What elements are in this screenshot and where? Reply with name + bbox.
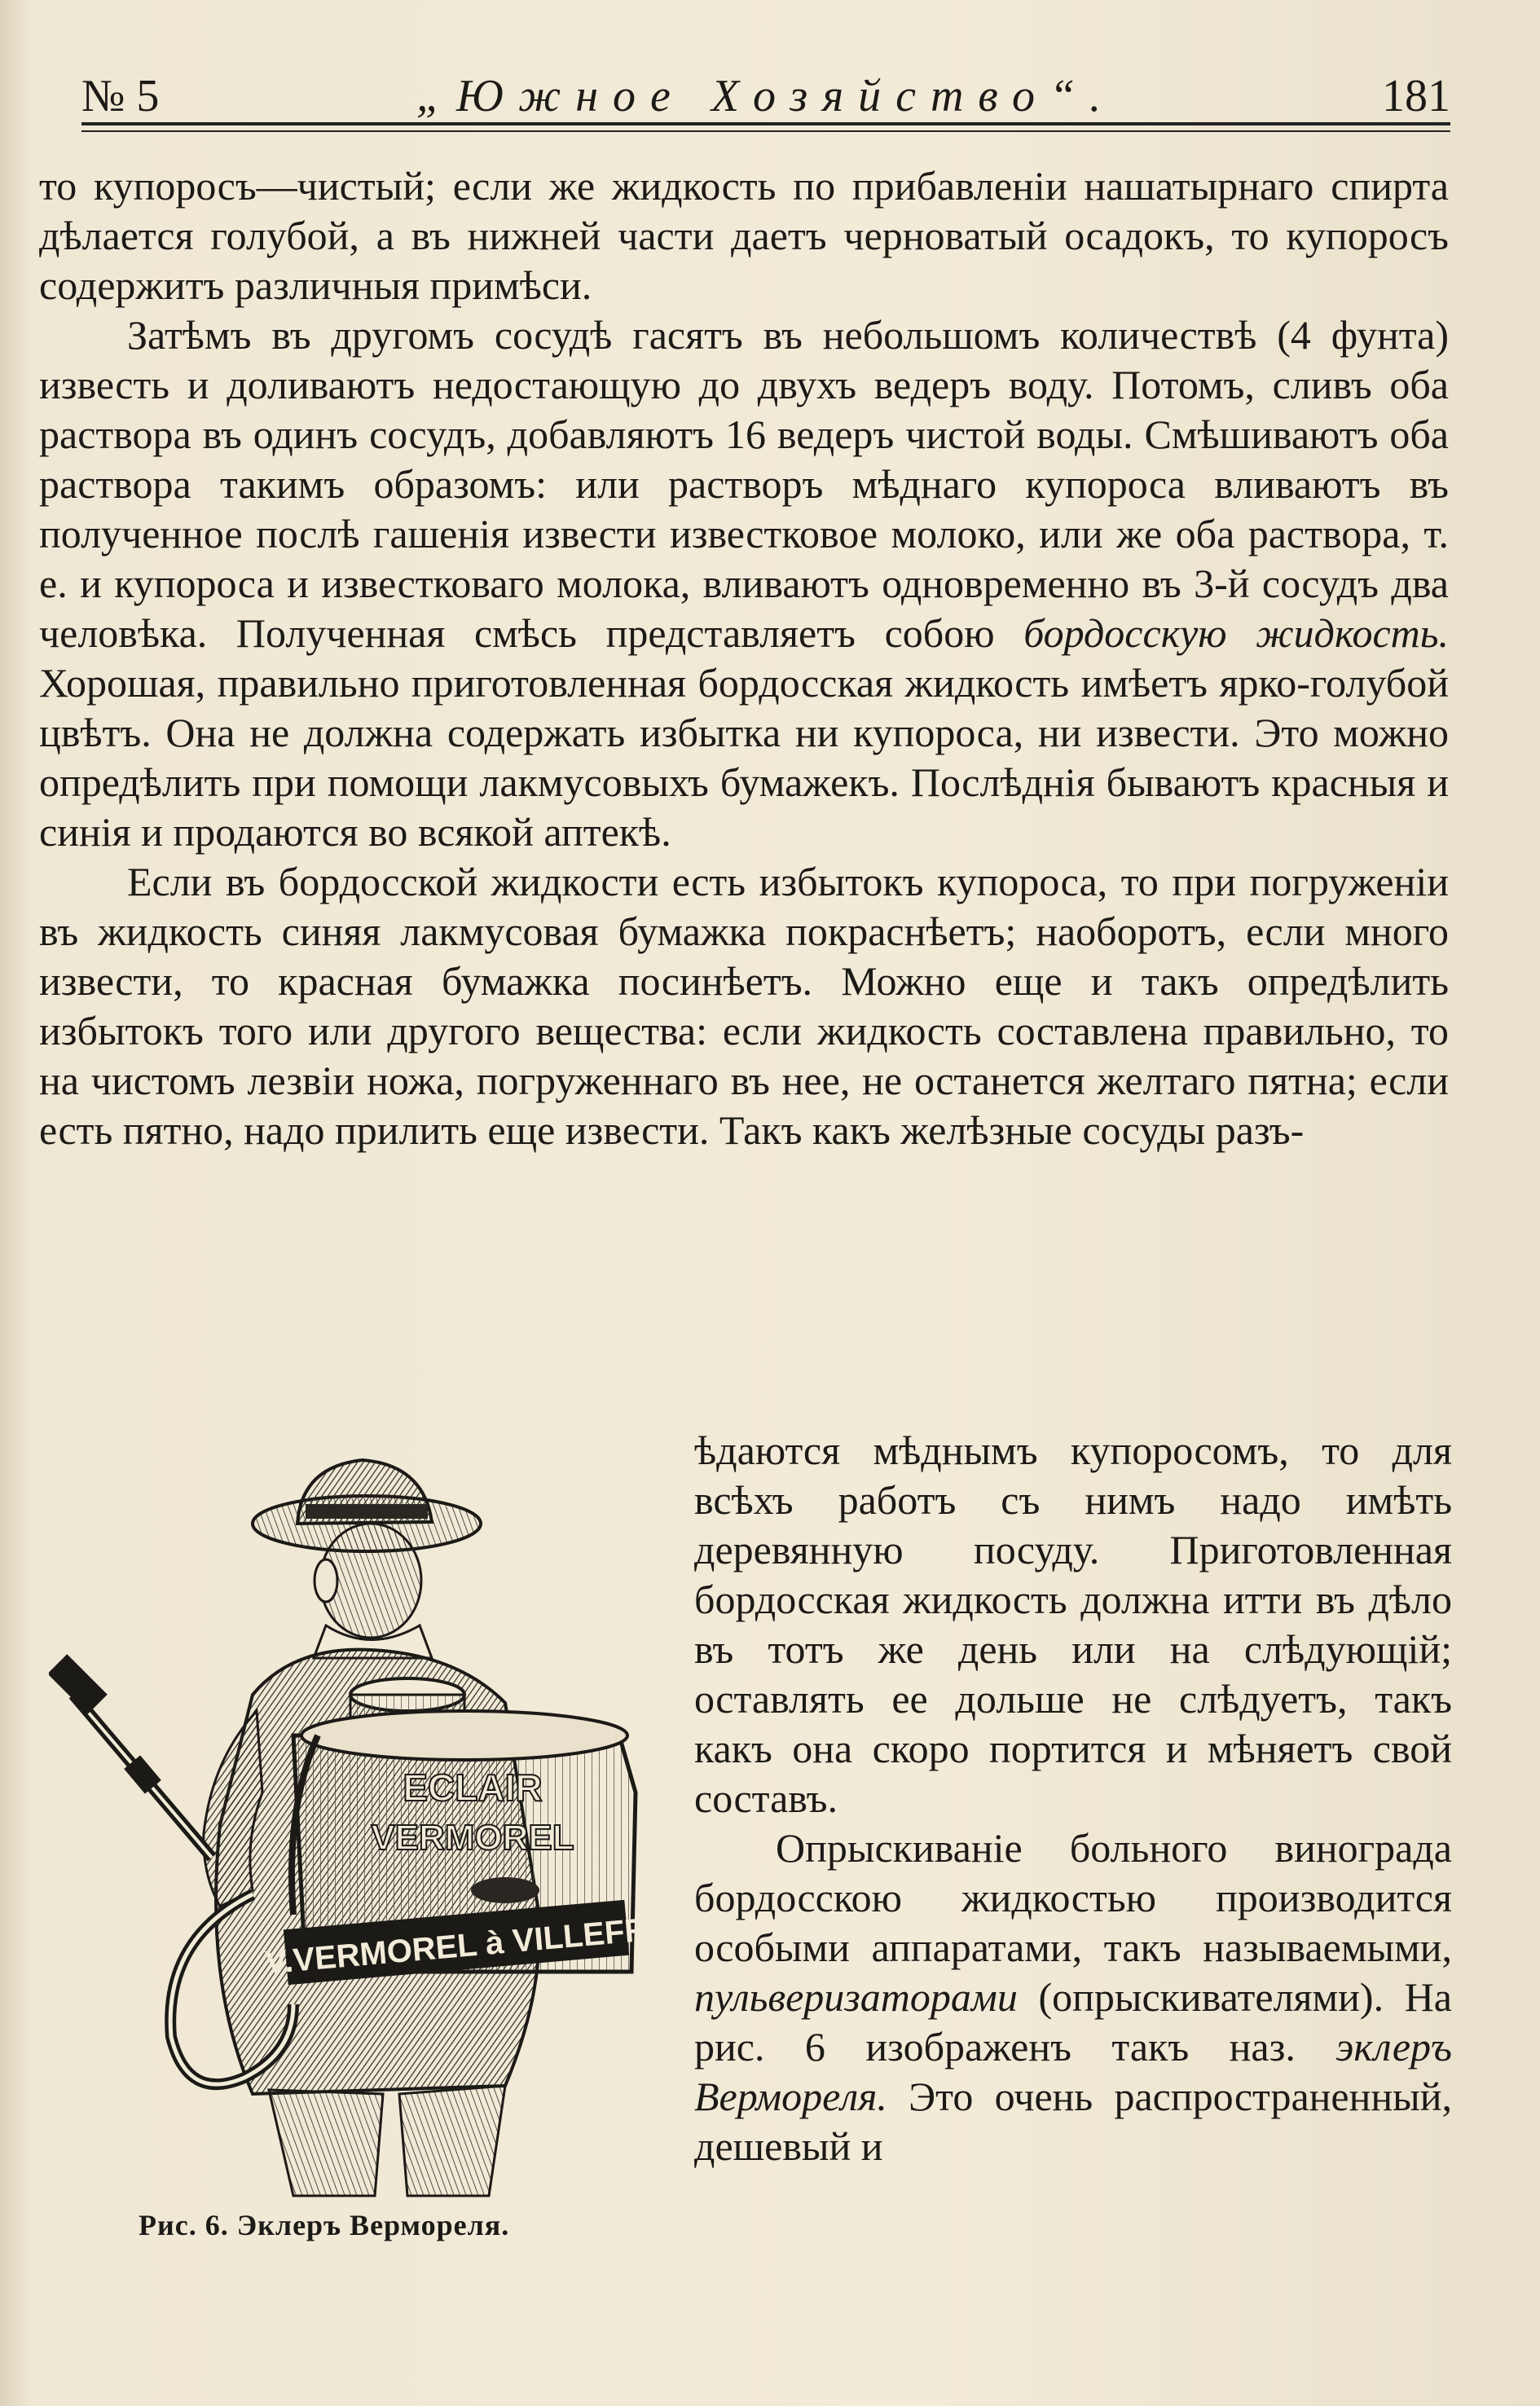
tank-label-vermorel: VERMOREL <box>371 1818 574 1858</box>
journal-title: „Южное Хозяйство“. <box>416 71 1116 121</box>
term-vermorel-eclair: эклеръ Верморeля. <box>694 2024 1452 2119</box>
paragraph-2-text-b: Хорошая, правильно приготовленная бордосская жидкость имѣетъ ярко-голубой цвѣтъ. Она не должна содержать избытка ни купороса, ни извести. Это можно опредѣлить при помощи лакмусовыхъ бумажекъ. Послѣднія бываютъ красныя и синія и продаются во всякой аптекѣ. <box>39 660 1449 855</box>
header-rule-thin <box>81 130 1450 132</box>
header-rule-thick <box>81 122 1450 125</box>
tank-label-eclair: ECLAIR <box>403 1766 543 1809</box>
paragraph-4-text-b: (опрыскивателями). На рис. 6 изображенъ такъ наз. <box>694 1974 1452 2070</box>
paragraph-4 <box>694 1823 1452 2171</box>
term-bordeaux-mixture: бордосскую жидкость. <box>1023 610 1449 656</box>
paragraph-4-text-a: Опрыскиваніе больного винограда бордосскою жидкостью производится особыми аппаратами, такъ называемыми, <box>694 1825 1452 1970</box>
issue-number: № 5 <box>81 71 160 121</box>
paragraph-2-text-a: Затѣмъ въ другомъ сосудѣ гасятъ въ небольшомъ количествѣ (4 фунта) известь и доливаютъ недостающую до двухъ ведеръ воду. Потомъ, сливъ оба раствора въ одинъ сосудъ, добавляютъ 16 ведеръ чистой воды. Смѣшиваютъ оба раствора такимъ образомъ: или растворъ мѣднаго купороса вливаютъ въ полученное послѣ гашенія извести известковое молоко, или же оба раствора, т. е. и купороса и известковаго молока, вливаютъ одновременно въ 3-й сосудъ два человѣка. Полученная смѣсь представляетъ собою <box>39 312 1449 656</box>
tank-emblem <box>471 1877 539 1903</box>
figure-caption: Рис. 6. Эклеръ Верморeля. <box>139 2209 510 2241</box>
paragraph-2 <box>39 310 1449 857</box>
paragraph-3-continued: ѣдаются мѣднымъ купоросомъ, то для всѣхъ работъ съ нимъ надо имѣть деревянную посуду. Приготовленная бордосская жидкость должна итти въ дѣло въ тотъ же день или на слѣдующій; оставлять ее дольше не слѣдуетъ, такъ какъ она скоро портится и мѣняетъ свой составъ. <box>694 1427 1452 1821</box>
sprayer-engraving <box>49 1450 668 2200</box>
page-number: 181 <box>1382 71 1450 121</box>
term-pulverizers: пульверизаторами <box>694 1974 1018 2020</box>
figure-sprayer-illustration <box>49 1450 668 2200</box>
running-header <box>81 72 1450 121</box>
paragraph-4-text-c: Это очень распространенный, дешевый и <box>694 2074 1452 2169</box>
right-column-text <box>694 1426 1452 2171</box>
main-text <box>39 161 1449 1155</box>
paragraph-3: Если въ бордосской жидкости есть избытокъ купороса, то при погруженіи въ жидкость синяя лакмусовая бумажка покраснѣетъ; наоборотъ, если много извести, то красная бумажка посинѣетъ. Можно еще и такъ опредѣлить избытокъ того или другого вещества: если жидкость составлена правильно, то на чистомъ лезвіи ножа, погруженнаго въ нее, не останется желтаго пятна; если есть пятно, надо прилить еще извести. Такъ какъ желѣзные сосуды разъ- <box>39 859 1449 1153</box>
tank-band-text: V.VERMOREL à VILLEFR <box>263 1911 650 1982</box>
paragraph-1: то купоросъ—чистый; если же жидкость по прибавленіи нашатырнаго спирта дѣлается голубой, а въ нижней части даетъ черноватый осадокъ, то купоросъ содержитъ различныя примѣси. <box>39 163 1449 308</box>
